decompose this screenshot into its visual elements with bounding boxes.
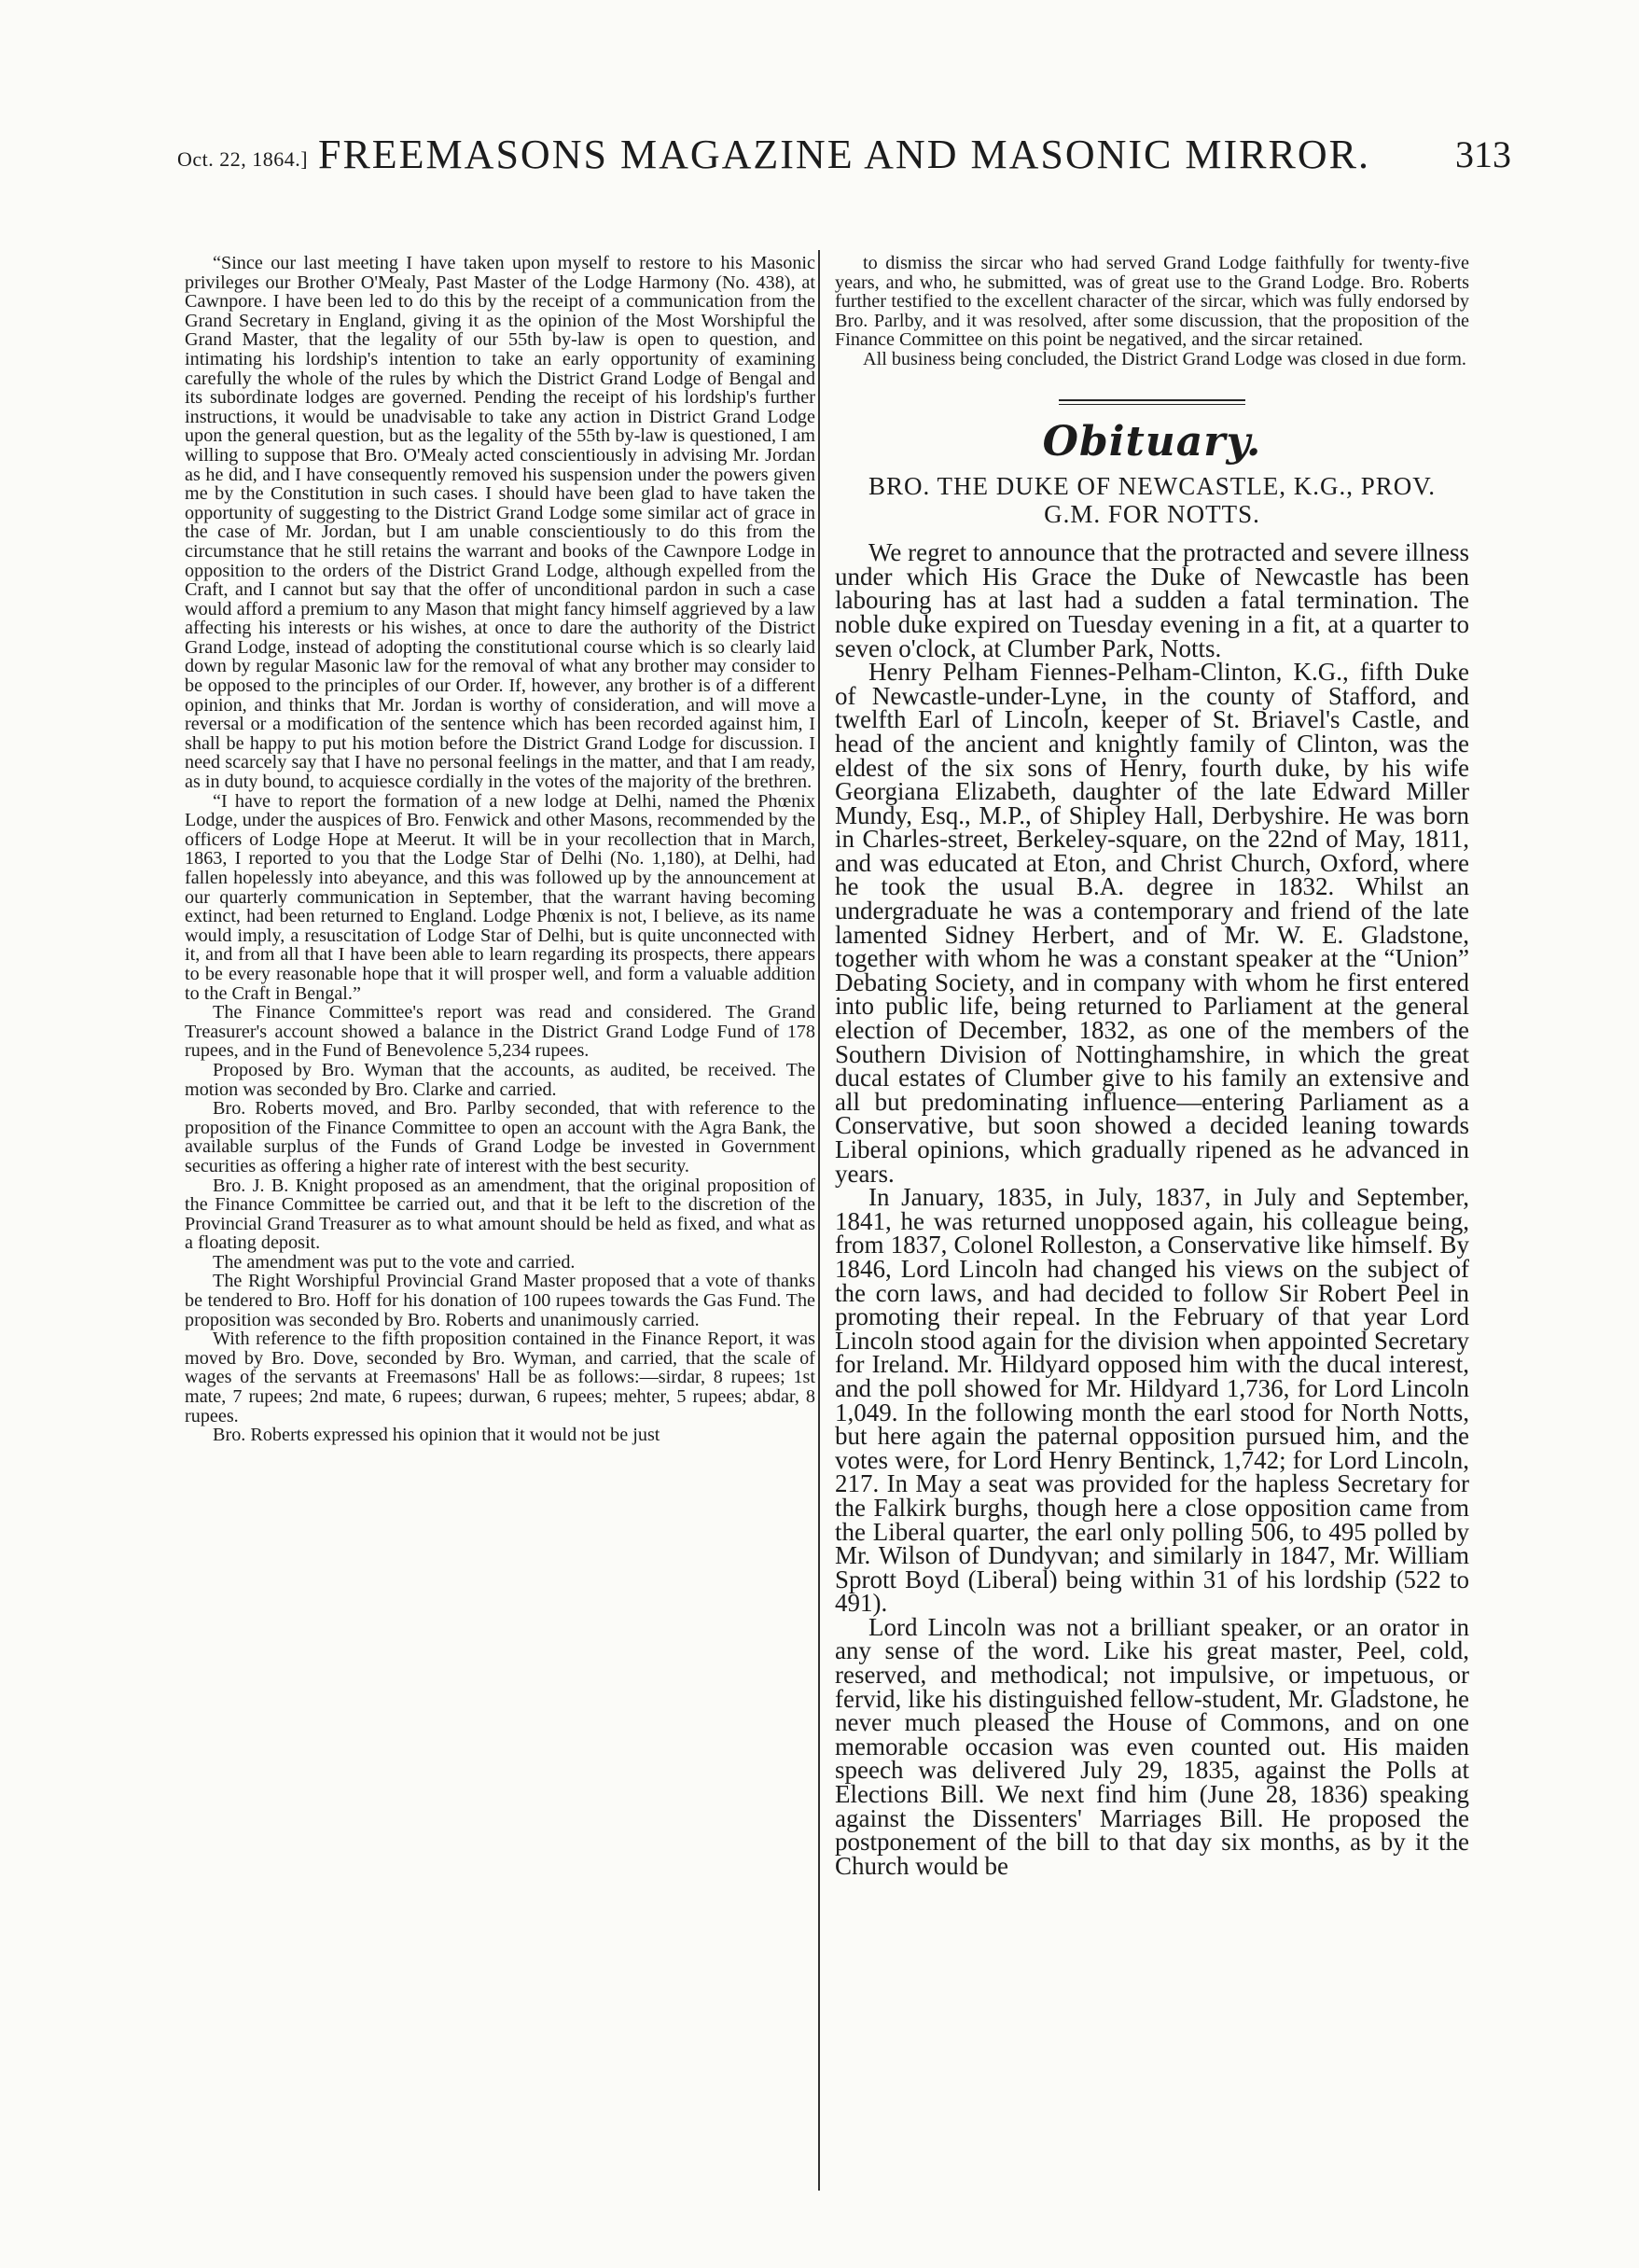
paragraph: Henry Pelham Fiennes-Pelham-Clinton, K.G., fifth Duke of Newcastle-under-Lyne, in the county of Stafford, and twelfth Earl of Lincoln, keeper of St. Briavel's Castle, and head of the ancient and knightly family of Clinton, was the eldest of the six sons of Henry, fourth duke, by his wife Georgiana Elizabeth, daughter of the late Edward Miller Mundy, Esq., M.P., of Shipley Hall, Derbyshire. He was born in Charles-street, Berkeley-square, on the 22nd of May, 1811, and was educated at Eton, and Christ Church, Oxford, where he took the usual B.A. degree in 1832. Whilst an undergraduate he was a contemporary and friend of the late lamented Sidney Herbert, and of Mr. W. E. Gladstone, together with whom he was a constant speaker at the “Union” Debating Society, and in company with whom he first entered into public life, being returned to Parliament at the general election of December, 1832, as one of the members of the Southern Division of Nottinghamshire, in which the great ducal estates of Clumber give to his family an extensive and all but predominating influence—entering Parliament as a Conservative, but soon showed a decided leaning towards Liberal opinions, which gradually ripened as he advanced in years.: [835, 658, 1469, 1188]
paragraph: We regret to announce that the protracted and severe illness under which His Grace the Duke of Newcastle has been labouring has at last had a sudden a fatal termination. The noble duke expired on Tuesday evening in a fit, at a quarter to seven o'clock, at Clumber Park, Notts.: [835, 538, 1469, 662]
paragraph: Bro. J. B. Knight proposed as an amendment, that the original proposition of the Finance Committee be carried out, and that it be left to the discretion of the Provincial Grand Treasurer as to what amount should be held as fixed, and what as a floating deposit.: [185, 1175, 815, 1254]
paragraph: All business being concluded, the District Grand Lodge was closed in due form.: [863, 348, 1466, 369]
paragraph: Bro. Roberts expressed his opinion that it would not be just: [213, 1425, 660, 1446]
page-number: 313: [1455, 133, 1511, 175]
issue-date: Oct. 22, 1864.]: [177, 147, 309, 171]
paragraph: The amendment was put to the vote and carried.: [213, 1251, 576, 1273]
column-divider: [818, 250, 820, 2191]
paragraph: “I have to report the formation of a new lodge at Delhi, named the Phœnix Lodge, under the auspices of Bro. Fenwick and other Masons, recommended by the officers of Lodge Hope at Meerut. It will be in your recollection that in March, 1863, I reported to you that the Lodge Star of Delhi (No. 1,180), at Delhi, had fallen hopelessly into abeyance, and this was followed up by the announcement at our quarterly communication in September, that the warrant having becoming extinct, had been returned to England. Lodge Phœnix is not, I believe, as its name would imply, a resuscitation of Lodge Star of Delhi, but is quite unconnected with it, and from all that I have been able to learn regarding its prospects, there appears to be every reasonable hope that it will prosper well, and form a valuable addition to the Craft in Bengal.”: [185, 790, 815, 1004]
left-column: [185, 254, 815, 1445]
paragraph: “Since our last meeting I have taken upon myself to restore to his Masonic privileges our Brother O'Mealy, Past Master of the Lodge Harmony (No. 438), at Cawnpore. I have been led to do this by the receipt of a communication from the Grand Secretary in England, giving it as the opinion of the Most Worshipful the Grand Master, that the legality of our 55th by-law is open to question, and intimating his lordship's intention to take an early opportunity of examining carefully the whole of the rules by which the District Grand Lodge of Bengal and its subordinate lodges are governed. Pending the receipt of his lordship's further instructions, it would be unadvisable to take any action in District Grand Lodge upon the general question, but as the legality of the 55th by-law is questioned, I am willing to suppose that Bro. O'Mealy acted conscientiously in advising Mr. Jordan as he did, and I have consequently removed his suspension under the powers given me by the Constitution in such cases. I should have been glad to have taken the opportunity of suggesting to the District Grand Lodge some similar act of grace in the case of Mr. Jordan, but I am unable conscientiously to do this from the circumstance that he still retains the warrant and books of the Cawnpore Lodge in opposition to the orders of the District Grand Lodge, although expelled from the Craft, and I cannot but say that the offer of unconditional pardon in such a case would afford a premium to any Mason that might fancy himself aggrieved by a law affecting his interests or his wishes, at once to dare the authority of the District Grand Lodge, instead of adopting the constitutional course which is so clearly laid down by regular Masonic law for the removal of what any brother may consider to be opposed to the principles of our Order. If, however, any brother is of a different opinion, and thinks that Mr. Jordan is worthy of consideration, and will move a reversal or a modification of the sentence which has been recorded against him, I shall be happy to put his motion before the District Grand Lodge for discussion. I need scarcely say that I have no personal feelings in the matter, and that I am ready, as in duty bound, to acquiesce cordially in the votes of the majority of the brethren.: [185, 253, 815, 793]
paragraph: Bro. Roberts moved, and Bro. Parlby seconded, that with reference to the proposition of the Finance Committee to open an account with the Agra Bank, the available surplus of the Funds of Grand Lodge be invested in Government securities as offering a higher rate of interest with the best security.: [185, 1098, 815, 1176]
right-column: [835, 254, 1469, 1878]
paragraph: With reference to the fifth proposition contained in the Finance Report, it was moved by Bro. Dove, seconded by Bro. Wyman, and carried, that the scale of wages of the servants at Freemasons' Hall be as follows:—sirdar, 8 rupees; 1st mate, 7 rupees; 2nd mate, 6 rupees; durwan, 6 rupees; mehter, 5 rupees; abdar, 8 rupees.: [185, 1329, 815, 1426]
paragraph: Lord Lincoln was not a brilliant speaker, or an orator in any sense of the word. Like his great master, Peel, cold, reserved, and methodical; not impulsive, or impetuous, or fervid, like his distinguished fellow-student, Mr. Gladstone, he never much pleased the House of Commons, and on one memorable occasion was even counted out. His maiden speech was delivered July 29, 1835, against the Polls at Elections Bill. We next find him (June 28, 1836) speaking against the Dissenters' Marriages Bill. He proposed the postponement of the bill to that day six months, as by it the Church would be: [835, 1612, 1469, 1880]
section-separator: [1059, 399, 1245, 405]
obituary-title-text: BRO. THE DUKE OF NEWCASTLE, K.G., PROV. G.M. FOR NOTTS.: [868, 472, 1437, 529]
obituary-body: [835, 538, 1469, 1880]
paragraph: The Right Worshipful Provincial Grand Master proposed that a vote of thanks be tendered to Bro. Hoff for his donation of 100 rupees towards the Gas Fund. The proposition was seconded by Bro. Roberts and unanimously carried.: [185, 1271, 815, 1330]
obituary-title: [854, 472, 1451, 528]
paragraph: to dismiss the sircar who had served Grand Lodge faithfully for twenty-five years, and who, he submitted, was of great use to the Grand Lodge. Bro. Roberts further testified to the excellent character of the sircar, which was fully endorsed by Bro. Parlby, and it was resolved, after some discussion, that the proposition of the Finance Committee on this point be negatived, and the sircar retained.: [835, 253, 1469, 351]
paragraph: In January, 1835, in July, 1837, in July and September, 1841, he was returned unopposed again, his colleague being, from 1837, Colonel Rolleston, a Conservative like himself. By 1846, Lord Lincoln had changed his views on the subject of the corn laws, and had decided to follow Sir Robert Peel in promoting their repeal. In the February of that year Lord Lincoln stood again for the division when appointed Secretary for Ireland. Mr. Hildyard opposed him with the ducal interest, and the poll showed for Mr. Hildyard 1,736, for Lord Lincoln 1,049. In the following month the earl stood for North Notts, but here again the paternal opposition pursued him, and the votes were, for Lord Henry Bentinck, 1,742; for Lord Lincoln, 217. In May a seat was provided for the hapless Secretary for the Falkirk burghs, though here a close opposition came from the Liberal quarter, the earl only polling 506, to 495 polled by Mr. Wilson of Dundyvan; and similarly in 1847, Mr. William Sprott Boyd (Liberal) being within 31 of his lordship (522 to 491).: [835, 1183, 1469, 1618]
obituary-heading: Obituary.: [1042, 417, 1262, 466]
publication-title: FREEMASONS MAGAZINE AND MASONIC MIRROR.: [317, 132, 1370, 177]
paragraph: Proposed by Bro. Wyman that the accounts, as audited, be received. The motion was seconded by Bro. Clarke and carried.: [185, 1059, 815, 1100]
paragraph: The Finance Committee's report was read and considered. The Grand Treasurer's account showed a balance in the District Grand Lodge Fund of 178 rupees, and in the Fund of Benevolence 5,234 rupees.: [185, 1002, 815, 1062]
page-header: [177, 129, 1511, 185]
